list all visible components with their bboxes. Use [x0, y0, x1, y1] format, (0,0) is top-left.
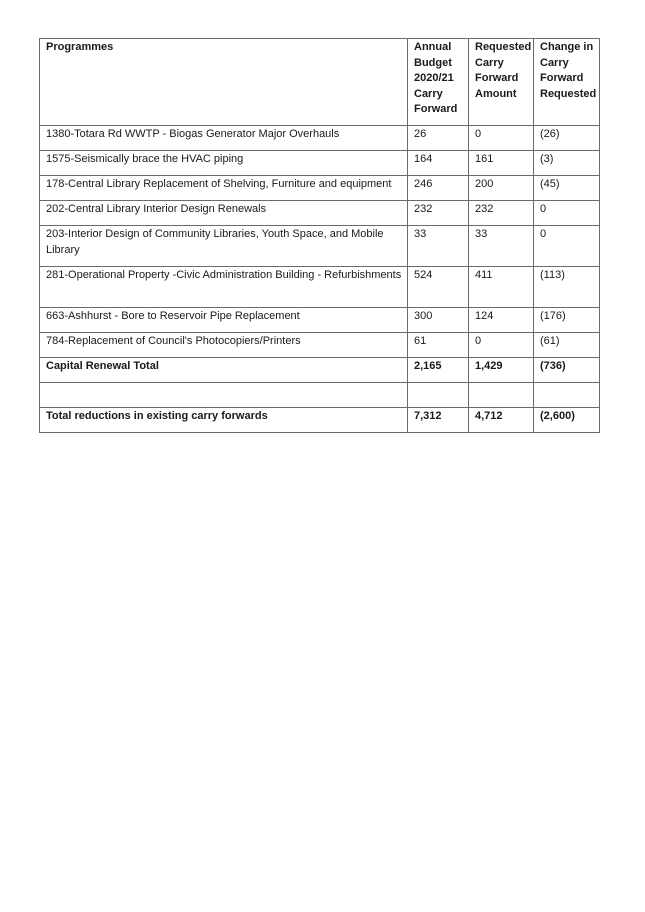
- requested-cell: 33: [469, 226, 534, 267]
- requested-cell: 0: [469, 333, 534, 358]
- budget-cell: 300: [408, 308, 469, 333]
- requested-cell: 411: [469, 267, 534, 308]
- table-row: [40, 151, 600, 176]
- programme-cell: 1575-Seismically brace the HVAC piping: [40, 151, 408, 176]
- programme-cell: 281-Operational Property -Civic Administration Building - Refurbishments: [40, 267, 408, 308]
- budget-cell: 164: [408, 151, 469, 176]
- change-cell: 0: [534, 226, 600, 267]
- subtotal-label: Capital Renewal Total: [40, 358, 408, 383]
- table-header-row: [40, 39, 600, 126]
- grand-total-row: [40, 408, 600, 433]
- carry-forward-table: [39, 38, 600, 433]
- programme-cell: 178-Central Library Replacement of Shelving, Furniture and equipment: [40, 176, 408, 201]
- total-requested: 4,712: [469, 408, 534, 433]
- programme-cell: 663-Ashhurst - Bore to Reservoir Pipe Replacement: [40, 308, 408, 333]
- table-row: [40, 308, 600, 333]
- budget-cell: 246: [408, 176, 469, 201]
- requested-cell: 124: [469, 308, 534, 333]
- programme-cell: 784-Replacement of Council's Photocopiers/Printers: [40, 333, 408, 358]
- total-label: Total reductions in existing carry forwards: [40, 408, 408, 433]
- programme-cell: 203-Interior Design of Community Libraries, Youth Space, and Mobile Library: [40, 226, 408, 267]
- change-cell: (176): [534, 308, 600, 333]
- header-annual-budget: Annual Budget 2020/21 Carry Forward: [408, 39, 469, 126]
- capital-renewal-total-row: [40, 358, 600, 383]
- budget-cell: 61: [408, 333, 469, 358]
- table-row: [40, 226, 600, 267]
- requested-cell: 161: [469, 151, 534, 176]
- header-change-requested: Change in Carry Forward Requested: [534, 39, 600, 126]
- budget-cell: 33: [408, 226, 469, 267]
- budget-cell: 232: [408, 201, 469, 226]
- empty-cell: [40, 383, 408, 408]
- table-row: [40, 126, 600, 151]
- change-cell: (26): [534, 126, 600, 151]
- programme-cell: 1380-Totara Rd WWTP - Biogas Generator Major Overhauls: [40, 126, 408, 151]
- subtotal-requested: 1,429: [469, 358, 534, 383]
- empty-cell: [408, 383, 469, 408]
- header-requested-amount: Requested Carry Forward Amount: [469, 39, 534, 126]
- programme-cell: 202-Central Library Interior Design Renewals: [40, 201, 408, 226]
- subtotal-change: (736): [534, 358, 600, 383]
- requested-cell: 0: [469, 126, 534, 151]
- header-programmes: Programmes: [40, 39, 408, 126]
- budget-cell: 26: [408, 126, 469, 151]
- change-cell: (61): [534, 333, 600, 358]
- change-cell: 0: [534, 201, 600, 226]
- budget-cell: 524: [408, 267, 469, 308]
- empty-cell: [534, 383, 600, 408]
- requested-cell: 200: [469, 176, 534, 201]
- requested-cell: 232: [469, 201, 534, 226]
- table-row: [40, 176, 600, 201]
- empty-row: [40, 383, 600, 408]
- table-row: [40, 201, 600, 226]
- change-cell: (3): [534, 151, 600, 176]
- change-cell: (45): [534, 176, 600, 201]
- table-row: [40, 333, 600, 358]
- total-budget: 7,312: [408, 408, 469, 433]
- table-row: [40, 267, 600, 308]
- total-change: (2,600): [534, 408, 600, 433]
- change-cell: (113): [534, 267, 600, 308]
- subtotal-budget: 2,165: [408, 358, 469, 383]
- empty-cell: [469, 383, 534, 408]
